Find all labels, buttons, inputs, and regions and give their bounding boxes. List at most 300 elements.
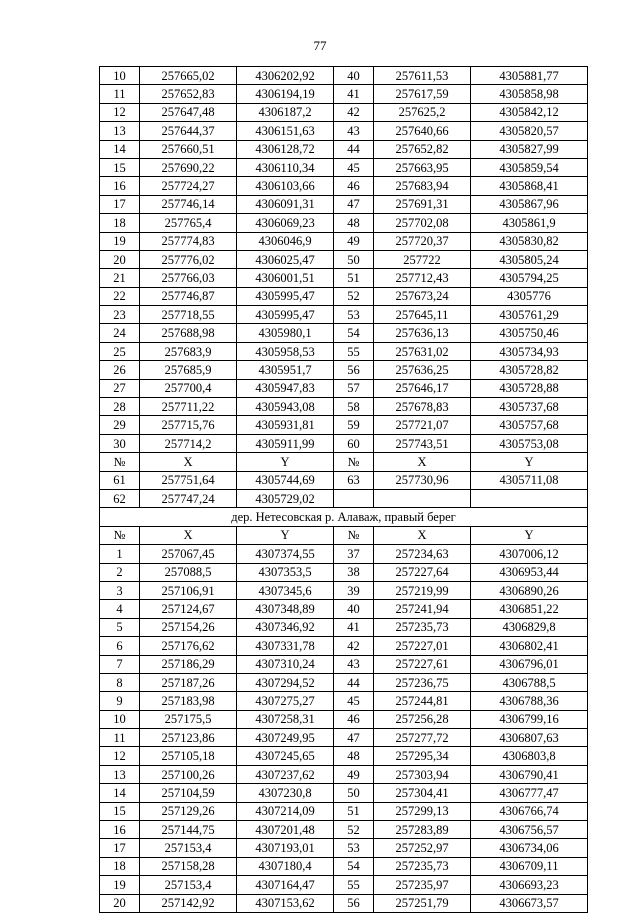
header-row (100, 453, 588, 471)
y-cell: 4305830,82 (471, 232, 588, 250)
x-cell: 257718,55 (140, 306, 237, 324)
point-number-cell: 21 (100, 269, 140, 287)
table-row (100, 563, 588, 581)
x-cell: 257235,73 (374, 618, 471, 636)
point-number-cell: 63 (334, 471, 374, 489)
y-cell: 4306790,41 (471, 765, 588, 783)
y-cell: 4306103,66 (237, 177, 334, 195)
point-number-cell: 45 (334, 692, 374, 710)
x-cell: 257241,94 (374, 600, 471, 618)
table-row (100, 489, 588, 507)
x-cell: 257617,59 (374, 85, 471, 103)
y-cell: 4306025,47 (237, 250, 334, 268)
x-cell: 257746,87 (140, 287, 237, 305)
point-number-cell: 4 (100, 600, 140, 618)
x-cell: 257219,99 (374, 581, 471, 599)
x-cell: 257743,51 (374, 434, 471, 452)
table-row (100, 269, 588, 287)
table-row (100, 67, 588, 85)
y-cell: 4305744,69 (237, 471, 334, 489)
x-cell: 257631,02 (374, 342, 471, 360)
y-cell: 4305881,77 (471, 67, 588, 85)
y-cell: 4307374,55 (237, 545, 334, 563)
point-number-cell: 54 (334, 324, 374, 342)
x-cell: 257652,83 (140, 85, 237, 103)
header-x-cell: X (374, 526, 471, 544)
x-cell: 257751,64 (140, 471, 237, 489)
x-cell: 257252,97 (374, 839, 471, 857)
point-number-cell: 60 (334, 434, 374, 452)
x-cell: 257227,61 (374, 655, 471, 673)
x-cell: 257746,14 (140, 195, 237, 213)
x-cell: 257776,02 (140, 250, 237, 268)
table-row (100, 655, 588, 673)
table-row (100, 177, 588, 195)
point-number-cell (334, 489, 374, 507)
y-cell: 4306187,2 (237, 103, 334, 121)
y-cell: 4305737,68 (471, 398, 588, 416)
coordinates-table (99, 66, 588, 913)
table-row (100, 600, 588, 618)
x-cell: 257665,02 (140, 67, 237, 85)
y-cell: 4305753,08 (471, 434, 588, 452)
y-cell: 4307164,47 (237, 876, 334, 894)
y-cell: 4305750,46 (471, 324, 588, 342)
y-cell: 4306709,11 (471, 857, 588, 875)
x-cell: 257176,62 (140, 637, 237, 655)
x-cell: 257730,96 (374, 471, 471, 489)
table-row (100, 434, 588, 452)
point-number-cell: 49 (334, 232, 374, 250)
x-cell: 257153,4 (140, 839, 237, 857)
point-number-cell: 17 (100, 195, 140, 213)
point-number-cell: 62 (100, 489, 140, 507)
x-cell: 257683,94 (374, 177, 471, 195)
x-cell: 257691,31 (374, 195, 471, 213)
point-number-cell: 51 (334, 269, 374, 287)
y-cell: 4305867,96 (471, 195, 588, 213)
point-number-cell: 37 (334, 545, 374, 563)
point-number-cell: 11 (100, 729, 140, 747)
point-number-cell: 30 (100, 434, 140, 452)
y-cell: 4305794,25 (471, 269, 588, 287)
point-number-cell: 12 (100, 747, 140, 765)
table-row (100, 232, 588, 250)
table-row (100, 747, 588, 765)
x-cell: 257685,9 (140, 361, 237, 379)
y-cell: 4307153,62 (237, 894, 334, 912)
point-number-cell: 57 (334, 379, 374, 397)
y-cell: 4305980,1 (237, 324, 334, 342)
point-number-cell: 42 (334, 637, 374, 655)
x-cell: 257067,45 (140, 545, 237, 563)
x-cell: 257187,26 (140, 673, 237, 691)
y-cell: 4307230,8 (237, 784, 334, 802)
point-number-cell: 12 (100, 103, 140, 121)
table-row (100, 85, 588, 103)
point-number-cell: 13 (100, 765, 140, 783)
point-number-cell: 47 (334, 729, 374, 747)
point-number-cell: 20 (100, 250, 140, 268)
point-number-cell: 49 (334, 765, 374, 783)
point-number-cell: 22 (100, 287, 140, 305)
point-number-cell: 19 (100, 876, 140, 894)
point-number-cell: 40 (334, 600, 374, 618)
header-number-cell: № (334, 453, 374, 471)
header-number-cell: № (100, 526, 140, 544)
x-cell: 257645,11 (374, 306, 471, 324)
table-row (100, 324, 588, 342)
x-cell: 257256,28 (374, 710, 471, 728)
point-number-cell: 10 (100, 710, 140, 728)
x-cell: 257611,53 (374, 67, 471, 85)
x-cell (374, 489, 471, 507)
point-number-cell: 52 (334, 287, 374, 305)
y-cell: 4306799,16 (471, 710, 588, 728)
y-cell: 4307353,5 (237, 563, 334, 581)
y-cell: 4307345,6 (237, 581, 334, 599)
table-row (100, 287, 588, 305)
y-cell: 4306091,31 (237, 195, 334, 213)
x-cell: 257720,37 (374, 232, 471, 250)
table-row (100, 398, 588, 416)
point-number-cell: 7 (100, 655, 140, 673)
x-cell: 257088,5 (140, 563, 237, 581)
y-cell: 4306194,19 (237, 85, 334, 103)
y-cell: 4306756,57 (471, 821, 588, 839)
point-number-cell: 55 (334, 342, 374, 360)
point-number-cell: 43 (334, 655, 374, 673)
point-number-cell: 46 (334, 177, 374, 195)
x-cell: 257175,5 (140, 710, 237, 728)
y-cell: 4306046,9 (237, 232, 334, 250)
y-cell (471, 489, 588, 507)
point-number-cell: 18 (100, 214, 140, 232)
x-cell: 257765,4 (140, 214, 237, 232)
x-cell: 257644,37 (140, 122, 237, 140)
x-cell: 257640,66 (374, 122, 471, 140)
point-number-cell: 50 (334, 250, 374, 268)
point-number-cell: 27 (100, 379, 140, 397)
y-cell: 4305734,93 (471, 342, 588, 360)
y-cell: 4305943,08 (237, 398, 334, 416)
point-number-cell: 54 (334, 857, 374, 875)
table-row (100, 876, 588, 894)
y-cell: 4306803,8 (471, 747, 588, 765)
table-row (100, 195, 588, 213)
table-row (100, 306, 588, 324)
y-cell: 4306110,34 (237, 158, 334, 176)
y-cell: 4307249,95 (237, 729, 334, 747)
x-cell: 257244,81 (374, 692, 471, 710)
y-cell: 4306777,47 (471, 784, 588, 802)
point-number-cell: 29 (100, 416, 140, 434)
point-number-cell: 43 (334, 122, 374, 140)
point-number-cell: 61 (100, 471, 140, 489)
point-number-cell: 41 (334, 618, 374, 636)
x-cell: 257283,89 (374, 821, 471, 839)
x-cell: 257299,13 (374, 802, 471, 820)
x-cell: 257154,26 (140, 618, 237, 636)
y-cell: 4307275,27 (237, 692, 334, 710)
x-cell: 257104,59 (140, 784, 237, 802)
point-number-cell: 50 (334, 784, 374, 802)
x-cell: 257702,08 (374, 214, 471, 232)
point-number-cell: 47 (334, 195, 374, 213)
x-cell: 257766,03 (140, 269, 237, 287)
x-cell: 257722 (374, 250, 471, 268)
header-row (100, 526, 588, 544)
y-cell: 4307245,65 (237, 747, 334, 765)
point-number-cell: 55 (334, 876, 374, 894)
point-number-cell: 44 (334, 140, 374, 158)
point-number-cell: 53 (334, 306, 374, 324)
x-cell: 257636,13 (374, 324, 471, 342)
point-number-cell: 16 (100, 177, 140, 195)
y-cell: 4307258,31 (237, 710, 334, 728)
y-cell: 4305729,02 (237, 489, 334, 507)
point-number-cell: 48 (334, 747, 374, 765)
point-number-cell: 20 (100, 894, 140, 912)
table-row (100, 802, 588, 820)
x-cell: 257129,26 (140, 802, 237, 820)
table-row (100, 122, 588, 140)
x-cell: 257144,75 (140, 821, 237, 839)
x-cell: 257712,43 (374, 269, 471, 287)
x-cell: 257142,92 (140, 894, 237, 912)
y-cell: 4306829,8 (471, 618, 588, 636)
table-row (100, 765, 588, 783)
x-cell: 257690,22 (140, 158, 237, 176)
x-cell: 257714,2 (140, 434, 237, 452)
x-cell: 257774,83 (140, 232, 237, 250)
point-number-cell: 42 (334, 103, 374, 121)
y-cell: 4307310,24 (237, 655, 334, 673)
y-cell: 4306202,92 (237, 67, 334, 85)
header-x-cell: X (374, 453, 471, 471)
y-cell: 4307331,78 (237, 637, 334, 655)
table-row (100, 839, 588, 857)
x-cell: 257647,48 (140, 103, 237, 121)
point-number-cell: 41 (334, 85, 374, 103)
point-number-cell: 28 (100, 398, 140, 416)
point-number-cell: 51 (334, 802, 374, 820)
y-cell: 4305958,53 (237, 342, 334, 360)
table-row (100, 361, 588, 379)
table-row (100, 618, 588, 636)
x-cell: 257724,27 (140, 177, 237, 195)
x-cell: 257700,4 (140, 379, 237, 397)
y-cell: 4306693,23 (471, 876, 588, 894)
point-number-cell: 13 (100, 122, 140, 140)
point-number-cell: 45 (334, 158, 374, 176)
section-title-row (100, 508, 588, 526)
table-row (100, 545, 588, 563)
y-cell: 4306001,51 (237, 269, 334, 287)
table-row (100, 342, 588, 360)
point-number-cell: 1 (100, 545, 140, 563)
y-cell: 4305842,12 (471, 103, 588, 121)
point-number-cell: 53 (334, 839, 374, 857)
point-number-cell: 14 (100, 140, 140, 158)
x-cell: 257652,82 (374, 140, 471, 158)
x-cell: 257186,29 (140, 655, 237, 673)
point-number-cell: 8 (100, 673, 140, 691)
point-number-cell: 15 (100, 158, 140, 176)
y-cell: 4307214,09 (237, 802, 334, 820)
point-number-cell: 24 (100, 324, 140, 342)
x-cell: 257235,73 (374, 857, 471, 875)
point-number-cell: 17 (100, 839, 140, 857)
point-number-cell: 48 (334, 214, 374, 232)
point-number-cell: 16 (100, 821, 140, 839)
y-cell: 4305827,99 (471, 140, 588, 158)
header-number-cell: № (334, 526, 374, 544)
y-cell: 4307348,89 (237, 600, 334, 618)
y-cell: 4306851,22 (471, 600, 588, 618)
x-cell: 257234,63 (374, 545, 471, 563)
point-number-cell: 59 (334, 416, 374, 434)
y-cell: 4305861,9 (471, 214, 588, 232)
table-row (100, 379, 588, 397)
table-row (100, 581, 588, 599)
y-cell: 4307346,92 (237, 618, 334, 636)
header-y-cell: Y (237, 526, 334, 544)
point-number-cell: 56 (334, 894, 374, 912)
point-number-cell: 19 (100, 232, 140, 250)
y-cell: 4307006,12 (471, 545, 588, 563)
x-cell: 257227,01 (374, 637, 471, 655)
point-number-cell: 25 (100, 342, 140, 360)
point-number-cell: 2 (100, 563, 140, 581)
x-cell: 257251,79 (374, 894, 471, 912)
x-cell: 257236,75 (374, 673, 471, 691)
point-number-cell: 5 (100, 618, 140, 636)
x-cell: 257106,91 (140, 581, 237, 599)
x-cell: 257683,9 (140, 342, 237, 360)
y-cell: 4306953,44 (471, 563, 588, 581)
table-row (100, 729, 588, 747)
x-cell: 257153,4 (140, 876, 237, 894)
y-cell: 4306734,06 (471, 839, 588, 857)
point-number-cell: 26 (100, 361, 140, 379)
y-cell: 4307294,52 (237, 673, 334, 691)
point-number-cell: 23 (100, 306, 140, 324)
table-row (100, 471, 588, 489)
point-number-cell: 40 (334, 67, 374, 85)
table-row (100, 140, 588, 158)
point-number-cell: 6 (100, 637, 140, 655)
table-row (100, 416, 588, 434)
x-cell: 257678,83 (374, 398, 471, 416)
table-row (100, 158, 588, 176)
x-cell: 257715,76 (140, 416, 237, 434)
x-cell: 257721,07 (374, 416, 471, 434)
y-cell: 4305711,08 (471, 471, 588, 489)
y-cell: 4305757,68 (471, 416, 588, 434)
y-cell: 4305820,57 (471, 122, 588, 140)
x-cell: 257663,95 (374, 158, 471, 176)
point-number-cell: 44 (334, 673, 374, 691)
table-row (100, 214, 588, 232)
table-row (100, 692, 588, 710)
y-cell: 4306796,01 (471, 655, 588, 673)
y-cell: 4306788,5 (471, 673, 588, 691)
y-cell: 4305761,29 (471, 306, 588, 324)
y-cell: 4306890,26 (471, 581, 588, 599)
y-cell: 4305995,47 (237, 306, 334, 324)
table-row (100, 857, 588, 875)
point-number-cell: 39 (334, 581, 374, 599)
x-cell: 257636,25 (374, 361, 471, 379)
header-x-cell: X (140, 453, 237, 471)
y-cell: 4307193,01 (237, 839, 334, 857)
y-cell: 4305728,82 (471, 361, 588, 379)
point-number-cell: 9 (100, 692, 140, 710)
point-number-cell: 18 (100, 857, 140, 875)
y-cell: 4307237,62 (237, 765, 334, 783)
point-number-cell: 14 (100, 784, 140, 802)
y-cell: 4305911,99 (237, 434, 334, 452)
x-cell: 257123,86 (140, 729, 237, 747)
point-number-cell: 10 (100, 67, 140, 85)
header-y-cell: Y (471, 526, 588, 544)
y-cell: 4305931,81 (237, 416, 334, 434)
x-cell: 257100,26 (140, 765, 237, 783)
header-x-cell: X (140, 526, 237, 544)
x-cell: 257235,97 (374, 876, 471, 894)
table-row (100, 821, 588, 839)
x-cell: 257277,72 (374, 729, 471, 747)
y-cell: 4307201,48 (237, 821, 334, 839)
point-number-cell: 11 (100, 85, 140, 103)
y-cell: 4306151,63 (237, 122, 334, 140)
x-cell: 257711,22 (140, 398, 237, 416)
y-cell: 4305951,7 (237, 361, 334, 379)
point-number-cell: 3 (100, 581, 140, 599)
table-row (100, 894, 588, 912)
x-cell: 257158,28 (140, 857, 237, 875)
header-y-cell: Y (237, 453, 334, 471)
point-number-cell: 15 (100, 802, 140, 820)
x-cell: 257295,34 (374, 747, 471, 765)
page-number: 77 (313, 38, 327, 53)
y-cell: 4306802,41 (471, 637, 588, 655)
point-number-cell: 46 (334, 710, 374, 728)
table-row (100, 103, 588, 121)
y-cell: 4305805,24 (471, 250, 588, 268)
x-cell: 257124,67 (140, 600, 237, 618)
table-row (100, 710, 588, 728)
y-cell: 4306673,57 (471, 894, 588, 912)
x-cell: 257646,17 (374, 379, 471, 397)
y-cell: 4306069,23 (237, 214, 334, 232)
x-cell: 257105,18 (140, 747, 237, 765)
y-cell: 4307180,4 (237, 857, 334, 875)
table-row (100, 637, 588, 655)
y-cell: 4305859,54 (471, 158, 588, 176)
x-cell: 257660,51 (140, 140, 237, 158)
y-cell: 4306807,63 (471, 729, 588, 747)
x-cell: 257227,64 (374, 563, 471, 581)
x-cell: 257304,41 (374, 784, 471, 802)
point-number-cell: 56 (334, 361, 374, 379)
y-cell: 4306788,36 (471, 692, 588, 710)
table-row (100, 250, 588, 268)
header-y-cell: Y (471, 453, 588, 471)
header-number-cell: № (100, 453, 140, 471)
y-cell: 4306766,74 (471, 802, 588, 820)
